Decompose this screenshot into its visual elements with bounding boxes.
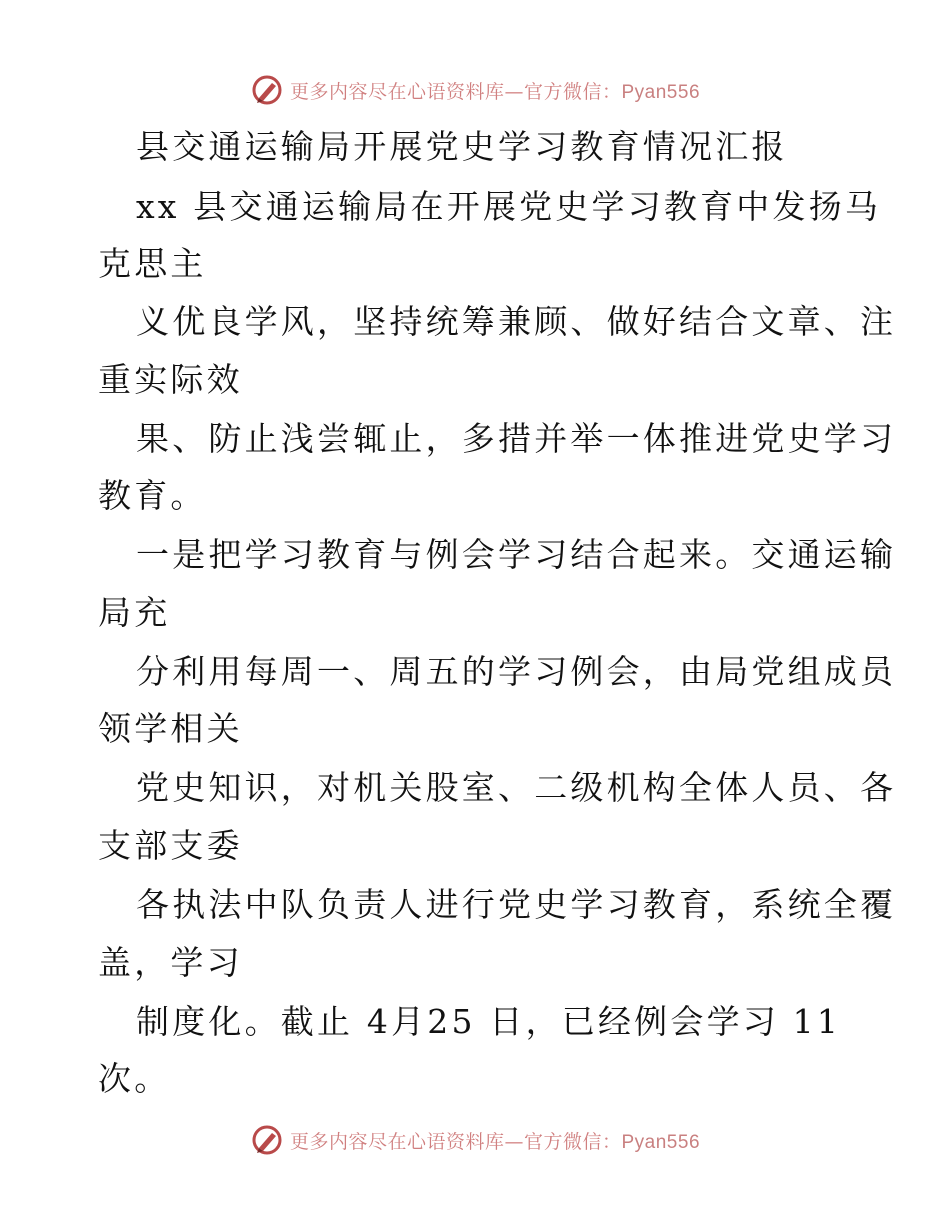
watermark-dash: — (504, 1130, 524, 1153)
paragraph-line: 义优良学风，坚持统筹兼顾、做好结合文章、注 (136, 302, 897, 341)
watermark-wechat-label: 官方微信： (523, 1130, 622, 1153)
paragraph-line: 党史知识，对机关股室、二级机构全体人员、各 (136, 768, 897, 807)
watermark-site: 更多内容尽在心语资料库 (289, 1130, 505, 1153)
paragraph-line: 制度化。截止 4月25 日，已经例会学习 11 (136, 1002, 842, 1041)
paragraph-line: 克思主 (98, 244, 207, 283)
paragraph-line: 一是把学习教育与例会学习结合起来。交通运输 (136, 535, 897, 574)
paragraph-line: 支部支委 (98, 826, 243, 865)
paragraph-line: xx 县交通运输局在开展党史学习教育中发扬马 (136, 187, 882, 226)
paragraph-line: 各执法中队负责人进行党史学习教育，系统全覆 (136, 885, 897, 924)
paragraph-line: 领学相关 (98, 709, 243, 748)
paragraph-line: 次。 (98, 1059, 171, 1098)
paragraph-line: 分利用每周一、周五的学习例会，由局党组成员 (136, 652, 897, 691)
document-title: 县交通运输局开展党史学习教育情况汇报 (136, 127, 788, 166)
watermark-text (290, 1127, 700, 1154)
paragraph-line: 教育。 (98, 476, 207, 515)
paragraph-line: 果、防止浅尝辄止，多措并举一体推进党史学习 (136, 419, 897, 458)
footer-watermark (0, 1120, 950, 1160)
watermark-wechat-label: 官方微信： (523, 80, 622, 103)
watermark-site: 更多内容尽在心语资料库 (289, 80, 505, 103)
watermark-dash: — (504, 80, 524, 103)
pen-logo-icon (250, 1123, 284, 1157)
paragraph-line: 重实际效 (98, 360, 243, 399)
watermark-wechat-id: Pyan556 (621, 81, 701, 103)
paragraph-line: 盖，学习 (98, 943, 243, 982)
watermark-wechat-id: Pyan556 (621, 1131, 701, 1153)
paragraph-line: 局充 (98, 593, 171, 632)
